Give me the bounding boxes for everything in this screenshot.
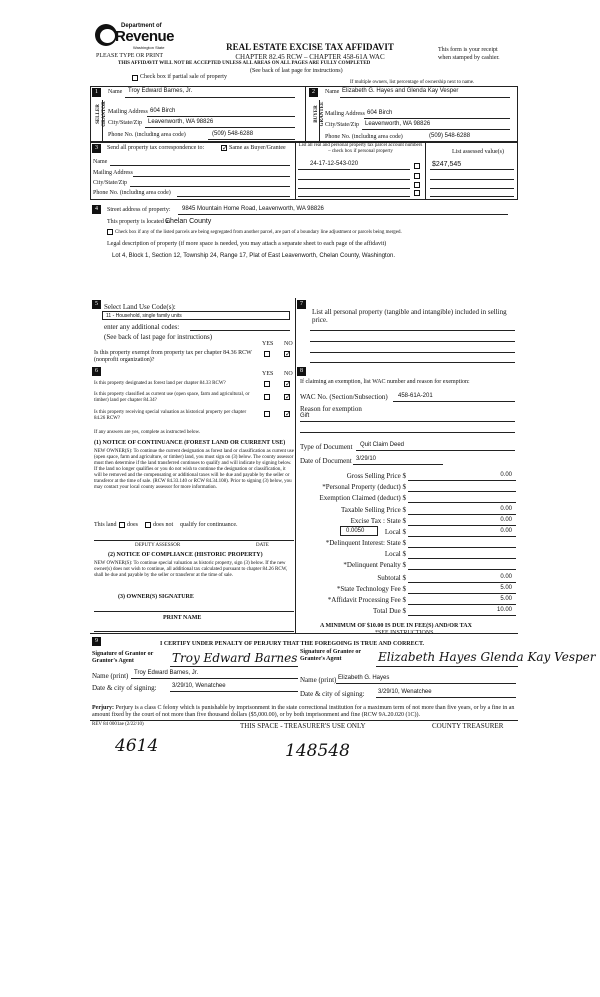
form-title: REAL ESTATE EXCISE TAX AFFIDAVIT	[226, 42, 394, 52]
receipt-line-1: This form is your receipt	[438, 47, 498, 53]
print-name-label: PRINT NAME	[163, 615, 202, 621]
tax-label-technology: *State Technology Fee $	[336, 585, 406, 593]
forest-question-1: Is this property designated as forest land per chapter 84.33 RCW?	[94, 381, 226, 386]
county-label: This property is located in	[107, 219, 170, 225]
parcels-header: List all real and personal property tax parcel account numbers – check box if personal property	[298, 143, 423, 154]
correspondence-label: Send all property tax correspondence to:	[107, 145, 205, 151]
section-8-marker: 8	[297, 367, 306, 376]
exempt-question: Is this property exempt from property tax per chapter 84.36 RCW (nonprofit organization)?	[94, 350, 252, 363]
tax-label-local: Local $	[384, 528, 406, 536]
partial-sale-label: Check box if partial sale of property	[140, 74, 227, 80]
buyer-mail[interactable]: 604 Birch	[367, 110, 393, 116]
buyer-vertical-label: BUYER GRANTEE	[314, 101, 325, 127]
logo-brand-sub: Washington State	[133, 45, 165, 50]
land-use-yes: YES	[262, 341, 274, 347]
section-7-marker: 7	[297, 300, 306, 309]
buyer-name[interactable]: Elizabeth G. Hayes and Glenda Kay Vesper	[342, 88, 459, 94]
seller-phone[interactable]: (509) 548-6288	[212, 131, 254, 137]
land-use-code: 11 - Household, single family units	[106, 313, 182, 319]
notice-continuance-body: NEW OWNER(S): To continue the current designation as forest land or classification as current use (open space, farm and agriculture, or timber) land, you must sign on (3) below. The county assessor must then determine if the land transferred continues to qualify and will indicate by signing below. If the land no longer qualifies or you do not wish to continue the designation or classification, it will be removed and the compensating or additional taxes will be due and payable by the seller or transferor at the time of sale. (RCW 84.33.140 or RCW 84.34.108). Prior to signing (3) below, you may contact your local county assessor for more information.	[94, 449, 294, 490]
tax-label-delinquent-state: *Delinquent Interest: State $	[325, 539, 406, 547]
tax-value-technology[interactable]: 5.00	[500, 585, 512, 591]
tax-value-processing[interactable]: 5.00	[500, 596, 512, 602]
section-5-marker: 5	[92, 300, 101, 309]
tax-label-delinquent-local: Local $	[384, 550, 406, 558]
land-qualify-label: qualify for continuance.	[180, 522, 238, 528]
segregated-label: Check box if any of the listed parcels are being segregated from another parcel, are part of a boundary line adjustment or parcels being merged.	[115, 230, 402, 235]
forest-q3-no-checkbox[interactable]: ✓	[285, 410, 291, 418]
land-does-checkbox[interactable]	[119, 522, 125, 528]
buyer-name-label: Name	[325, 89, 340, 95]
tax-label-exemption: Exemption Claimed (deduct) $	[319, 494, 406, 502]
assessed-value-1[interactable]: $247,545	[432, 161, 462, 168]
form-chapter: CHAPTER 82.45 RCW – CHAPTER 458-61A WAC	[235, 53, 385, 61]
county-value[interactable]: Chelan County	[165, 218, 212, 225]
parcel-4-personal-checkbox[interactable]	[414, 190, 420, 196]
notice-continuance-title: (1) NOTICE OF CONTINUANCE (FOREST LAND OR CURRENT USE)	[94, 440, 286, 446]
section-2-marker: 2	[309, 88, 318, 97]
additional-codes-label: enter any additional codes:	[104, 323, 180, 331]
exempt-no-checkbox[interactable]: ✓	[285, 350, 291, 358]
same-as-buyer-checkbox[interactable]: ✓	[222, 144, 228, 152]
forest-question-2: Is this property classified as current use (open space, farm and agricultural, or timber) land per chapter 84.34?	[94, 392, 250, 403]
section-1-marker: 1	[92, 88, 101, 97]
grantee-print-name[interactable]: Elizabeth G. Hayes	[338, 675, 390, 681]
this-land-label: This land	[94, 522, 117, 528]
seller-phone-label: Phone No. (including area code)	[108, 132, 186, 138]
buyer-city-label: City/State/Zip	[325, 122, 359, 128]
tax-label-penalty: *Delinquent Penalty $	[343, 561, 406, 569]
tax-label-state: Excise Tax : State $	[350, 517, 406, 525]
corr-phone-label: Phone No. (including area code)	[93, 190, 171, 196]
personal-property-label: List all personal property (tangible and intangible) included in selling price.	[312, 308, 507, 324]
land-does-label: does	[127, 522, 138, 528]
buyer-city[interactable]: Leavenworth, WA 98826	[365, 121, 431, 127]
forest-yes: YES	[262, 371, 274, 377]
grantor-signature[interactable]: Troy Edward Barnes	[172, 651, 298, 665]
please-type: PLEASE TYPE OR PRINT	[96, 53, 164, 59]
forest-q2-yes-checkbox[interactable]	[264, 394, 270, 400]
grantor-date-city[interactable]: 3/29/10, Wenatchee	[172, 683, 226, 689]
multiple-owners-note: If multiple owners, list percentage of ownership next to name.	[350, 80, 475, 85]
land-use-no: NO	[284, 341, 293, 347]
land-does-not-checkbox[interactable]	[145, 522, 151, 528]
section-6-marker: 6	[92, 367, 101, 376]
section-3-marker: 3	[92, 144, 101, 153]
grantor-print-label: Name (print)	[92, 672, 129, 680]
wac-label: WAC No. (Section/Subsection)	[300, 393, 388, 401]
logo-brand: Revenue	[115, 28, 175, 45]
forest-q3-yes-checkbox[interactable]	[264, 411, 270, 417]
if-any-yes: If any answers are yes, complete as instructed below.	[94, 430, 201, 435]
street-address-label: Street address of property:	[107, 207, 171, 213]
grantee-signature[interactable]: Elizabeth Hayes Glenda Kay Vesper	[378, 650, 596, 664]
seller-city[interactable]: Leavenworth, WA 98826	[148, 119, 214, 125]
county-treasurer: COUNTY TREASURER	[432, 722, 504, 730]
tax-label-processing: *Affidavit Processing Fee $	[327, 596, 406, 604]
grantee-date-city[interactable]: 3/29/10, Wenatchee	[378, 689, 432, 695]
seller-mail[interactable]: 604 Birch	[150, 108, 176, 114]
buyer-phone-label: Phone No. (including area code)	[325, 134, 403, 140]
treasurer-space: THIS SPACE - TREASURER'S USE ONLY	[240, 722, 366, 730]
parcel-3-personal-checkbox[interactable]	[414, 182, 420, 188]
corr-mail-label: Mailing Address	[93, 170, 133, 176]
exemption-reason[interactable]: Gift	[300, 413, 310, 419]
tax-value-state[interactable]: 0.00	[500, 517, 512, 523]
rev-number: REV 84 0001ae (2/22/10)	[92, 722, 144, 727]
tax-value-total[interactable]: 10.00	[496, 607, 512, 613]
seller-city-label: City/State/Zip	[108, 120, 142, 126]
assessed-value-label: List assessed value(s)	[452, 149, 504, 155]
seller-name[interactable]: Troy Edward Barnes, Jr.	[128, 88, 193, 94]
deputy-assessor-label: DEPUTY ASSESSOR	[135, 543, 181, 548]
corr-city-label: City/State/Zip	[93, 180, 127, 186]
segregated-checkbox[interactable]	[107, 229, 113, 235]
forest-q1-no-checkbox[interactable]: ✓	[285, 380, 291, 388]
seller-name-label: Name	[108, 89, 123, 95]
tax-label-personal: *Personal Property (deduct) $	[322, 483, 406, 491]
notice-compliance-body: NEW OWNER(S): To continue special valuation as historic property, sign (3) below. If the new owner(s) does not wish to continue, all additional tax calculated pursuant to chapter 84.26 RCW, shall be due and payable by the seller or transferor at the time of sale.	[94, 561, 288, 578]
tax-value-local[interactable]: 0.00	[500, 528, 512, 534]
deputy-date-label: DATE	[256, 543, 269, 548]
grantor-date-label: Date & city of signing:	[92, 684, 157, 692]
tax-label-total: Total Due $	[373, 607, 406, 615]
doc-type[interactable]: Quit Claim Deed	[360, 442, 405, 448]
tax-label-subtotal: Subtotal $	[377, 574, 406, 582]
seller-vertical-label: SELLER GRANTOR	[96, 101, 107, 127]
legal-description-label: Legal description of property (if more space is needed, you may attach a separate sheet to each page of the affidavit)	[107, 241, 387, 247]
tax-label-taxable: Taxable Selling Price $	[340, 506, 406, 514]
seller-mail-label: Mailing Address	[108, 109, 148, 115]
corr-name-label: Name	[93, 159, 108, 165]
forest-no: NO	[284, 371, 293, 377]
exemption-label: If claiming an exemption, list WAC number and reason for exemption:	[300, 379, 470, 385]
handwritten-number-1: 4614	[115, 736, 159, 756]
forest-question-3: Is this property receiving special valuation as historical property per chapter 84.26 RCW?	[94, 410, 247, 421]
tax-value-taxable[interactable]: 0.00	[500, 506, 512, 512]
tax-value-subtotal[interactable]: 0.00	[500, 574, 512, 580]
doc-type-label: Type of Document	[300, 443, 353, 451]
buyer-phone[interactable]: (509) 548-6288	[429, 133, 471, 139]
land-does-not-label: does not	[153, 522, 174, 528]
see-instructions: *SEE INSTRUCTIONS	[375, 630, 434, 636]
agency-logo	[95, 20, 190, 52]
owner-signature-title: (3) OWNER(S) SIGNATURE	[118, 594, 194, 600]
exempt-yes-checkbox[interactable]	[264, 351, 270, 357]
land-use-label: Select Land Use Code(s):	[104, 303, 176, 311]
grantee-print-label: Name (print)	[300, 676, 337, 684]
receipt-line-2: when stamped by cashier.	[438, 55, 500, 61]
doc-date-label: Date of Document	[300, 457, 352, 465]
grantee-sig-label: Signature of Grantee or Grantee's Agent	[300, 649, 361, 662]
notice-compliance-title: (2) NOTICE OF COMPLIANCE (HISTORIC PROPERTY)	[108, 552, 263, 558]
parcel-number-1[interactable]: 24-17-12-543-020	[310, 161, 359, 167]
parcel-2-personal-checkbox[interactable]	[414, 173, 420, 179]
legal-description[interactable]: Lot 4, Block 1, Section 12, Township 24, Range 17, Plat of East Leavenworth, Chelan County, Washington.	[112, 253, 396, 259]
land-use-code-field[interactable]	[102, 311, 290, 320]
grantor-sig-label: Signature of Grantor or Grantor's Agent	[92, 651, 154, 664]
tax-value-gross[interactable]: 0.00	[500, 472, 512, 478]
parcel-1-personal-checkbox[interactable]	[414, 163, 420, 169]
doc-date[interactable]: 3/29/10	[356, 456, 377, 462]
see-back: (See back of last page for instructions)	[250, 68, 343, 74]
logo-dept-line: Department of	[121, 23, 162, 29]
section-9-marker: 9	[92, 637, 101, 646]
perjury-text: Perjury is a class C felony which is punishable by imprisonment in the state correctional institution for a maximum term of not more than five years, or by a fine in an amount fixed by the court of not more than five thousand dollars ($5,000.00), or by both imprisonment and fine (RCW 9A.20.020 (1C)).	[92, 705, 515, 718]
minimum-due-notice: A MINIMUM OF $10.00 IS DUE IN FEE(S) AND/OR TAX	[320, 623, 472, 629]
section-4-marker: 4	[92, 205, 101, 214]
same-as-buyer-label: Same as Buyer/Grantee	[229, 145, 286, 151]
wac-value[interactable]: 458-61A-201	[398, 393, 433, 399]
buyer-mail-label: Mailing Address	[325, 111, 365, 117]
handwritten-number-2: 148548	[285, 741, 350, 761]
tax-label-gross: Gross Selling Price $	[346, 472, 406, 480]
local-rate: 0.0050	[346, 528, 365, 534]
perjury-label: Perjury:	[92, 705, 114, 711]
forest-q2-no-checkbox[interactable]: ✓	[285, 393, 291, 401]
perjury-notice	[92, 705, 517, 719]
land-use-see-back: (See back of last page for instructions)	[104, 333, 213, 341]
forest-q1-yes-checkbox[interactable]	[264, 381, 270, 387]
grantee-date-label: Date & city of signing:	[300, 690, 365, 698]
exemption-reason-label: Reason for exemption	[300, 405, 362, 413]
certify-title: I CERTIFY UNDER PENALTY OF PERJURY THAT THE FOREGOING IS TRUE AND CORRECT.	[160, 641, 425, 647]
not-accepted-notice: THIS AFFIDAVIT WILL NOT BE ACCEPTED UNLESS ALL AREAS ON ALL PAGES ARE FULLY COMPLETED	[118, 61, 371, 66]
partial-sale-checkbox[interactable]	[132, 75, 138, 81]
street-address[interactable]: 9845 Mountain Home Road, Leavenworth, WA 98826	[182, 206, 324, 212]
grantor-print-name[interactable]: Troy Edward Barnes, Jr.	[134, 670, 199, 676]
